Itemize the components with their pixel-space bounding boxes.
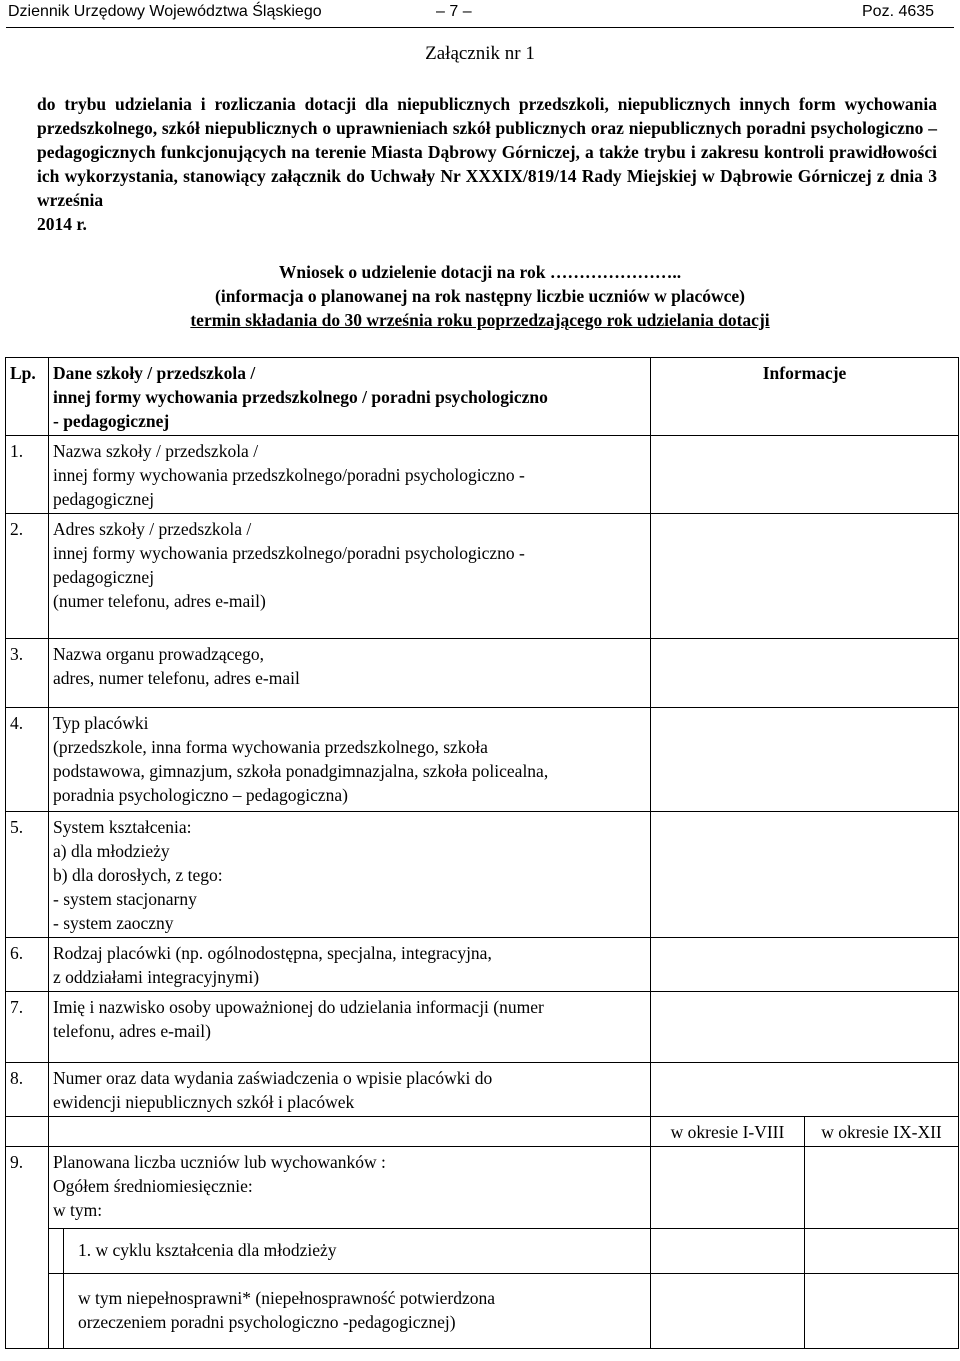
row-description: Typ placówki (przedszkole, inna forma wychowania przedszkolnego, szkoła podstawowa, gimnazjum, szkoła ponadgimnazjalna, szkoła policealna, poradnia psychologiczno – pedagogiczna) — [49, 708, 651, 812]
sub-row-youth: 1. w cyklu kształcenia dla młodzieży — [63, 1229, 650, 1273]
empty-cell — [49, 1117, 651, 1147]
info-cell-facility-type[interactable] — [651, 708, 959, 812]
annex-title: Załącznik nr 1 — [425, 43, 535, 64]
row-description: Nazwa szkoły / przedszkola / innej formy wychowania przedszkolnego/poradni psychologiczno - pedagogicznej — [49, 436, 651, 514]
table-row — [6, 1274, 959, 1349]
row-description: Planowana liczba uczniów lub wychowanków : Ogółem średniomiesięcznie: w tym: — [49, 1147, 651, 1229]
period-header-row — [6, 1117, 959, 1147]
sub-row-container — [49, 1274, 651, 1349]
row-description: Numer oraz data wydania zaświadczenia o wpisie placówki do ewidencji niepublicznych szkół i placówek — [49, 1063, 651, 1117]
application-deadline: termin składania do 30 września roku poprzedzającego rok udzielania dotacji — [190, 310, 770, 330]
intro-last-line: 2014 r. — [37, 214, 87, 234]
info-cell-school-name[interactable] — [651, 436, 959, 514]
row-description: Adres szkoły / przedszkola / innej formy wychowania przedszkolnego/poradni psychologiczno - pedagogicznej (numer telefonu, adres e-mail) — [49, 514, 651, 639]
info-cell-registration[interactable] — [651, 1063, 959, 1117]
info-cell-total-sep-dec[interactable] — [805, 1147, 959, 1229]
lp-header: Lp. — [6, 358, 49, 436]
row-number: 5. — [6, 812, 49, 938]
table-row — [6, 436, 959, 514]
info-cell-disabled-jan-aug[interactable] — [651, 1274, 805, 1349]
intro-paragraph — [37, 92, 937, 236]
info-cell-facility-kind[interactable] — [651, 938, 959, 992]
info-cell-youth-jan-aug[interactable] — [651, 1229, 805, 1274]
info-cell-address[interactable] — [651, 514, 959, 639]
row-description: Nazwa organu prowadzącego, adres, numer telefonu, adres e-mail — [49, 639, 651, 708]
page-number: – 7 – — [436, 3, 472, 20]
sub-row-container — [49, 1229, 651, 1274]
info-cell-education-system[interactable] — [651, 812, 959, 938]
desc-header: Dane szkoły / przedszkola / innej formy wychowania przedszkolnego / poradni psychologiczno - pedagogicznej — [49, 358, 651, 436]
journal-title: Dziennik Urzędowy Województwa Śląskiego — [8, 3, 322, 20]
period-sep-dec: w okresie IX-XII — [805, 1117, 959, 1147]
position-number: Poz. 4635 — [862, 3, 935, 20]
header-divider — [6, 27, 954, 28]
row-number: 4. — [6, 708, 49, 812]
row-description: Imię i nazwisko osoby upoważnionej do udzielania informacji (numer telefonu, adres e-mail) — [49, 992, 651, 1063]
application-form-table — [5, 357, 959, 1349]
row-description: Rodzaj placówki (np. ogólnodostępna, specjalna, integracyjna, z oddziałami integracyjnymi) — [49, 938, 651, 992]
table-row — [6, 1063, 959, 1117]
info-cell-total-jan-aug[interactable] — [651, 1147, 805, 1229]
application-title: Wniosek o udzielenie dotacji na rok ………………….. — [278, 262, 682, 282]
table-row — [6, 639, 959, 708]
empty-cell — [6, 1117, 49, 1147]
row-number: 8. — [6, 1063, 49, 1117]
intro-text: do trybu udzielania i rozliczania dotacji dla niepublicznych przedszkoli, niepublicznych innych form wychowania przedszkolnego, szkół niepublicznych o uprawnieniach szkół publicznych oraz niepublicznych poradni psychologiczno – pedagogicznych funkcjonujących na terenie Miasta Dąbrowy Górniczej, a także trybu i zakresu kontroli prawidłowości ich wykorzystania, stanowiący załącznik do Uchwały Nr XXXIX/819/14 Rady Miejskiej w Dąbrowie Górniczej z dnia 3 września — [37, 94, 937, 210]
info-cell-contact-person[interactable] — [651, 992, 959, 1063]
table-row — [6, 812, 959, 938]
table-header-row — [6, 358, 959, 436]
row-number: 6. — [6, 938, 49, 992]
row-description: System kształcenia: a) dla młodzieży b) dla dorosłych, z tego: - system stacjonarny - system zaoczny — [49, 812, 651, 938]
period-jan-aug: w okresie I-VIII — [651, 1117, 805, 1147]
row-number: 7. — [6, 992, 49, 1063]
table-row — [6, 992, 959, 1063]
empty-cell — [6, 1229, 49, 1274]
info-cell-youth-sep-dec[interactable] — [805, 1229, 959, 1274]
page-header — [0, 0, 960, 28]
table-row — [6, 1147, 959, 1229]
row-number: 3. — [6, 639, 49, 708]
application-subtitle: (informacja o planowanej na rok następny liczbie uczniów w placówce) — [215, 286, 745, 306]
row-number: 9. — [6, 1147, 49, 1229]
row-number: 2. — [6, 514, 49, 639]
table-row — [6, 514, 959, 639]
table-row — [6, 938, 959, 992]
empty-cell — [6, 1274, 49, 1349]
info-cell-governing-body[interactable] — [651, 639, 959, 708]
sub-row-disabled: w tym niepełnosprawni* (niepełnosprawność potwierdzona orzeczeniem poradni psychologiczno -pedagogicznej) — [63, 1274, 650, 1348]
table-row — [6, 708, 959, 812]
info-cell-disabled-sep-dec[interactable] — [805, 1274, 959, 1349]
row-number: 1. — [6, 436, 49, 514]
info-header: Informacje — [651, 358, 959, 436]
table-row — [6, 1229, 959, 1274]
